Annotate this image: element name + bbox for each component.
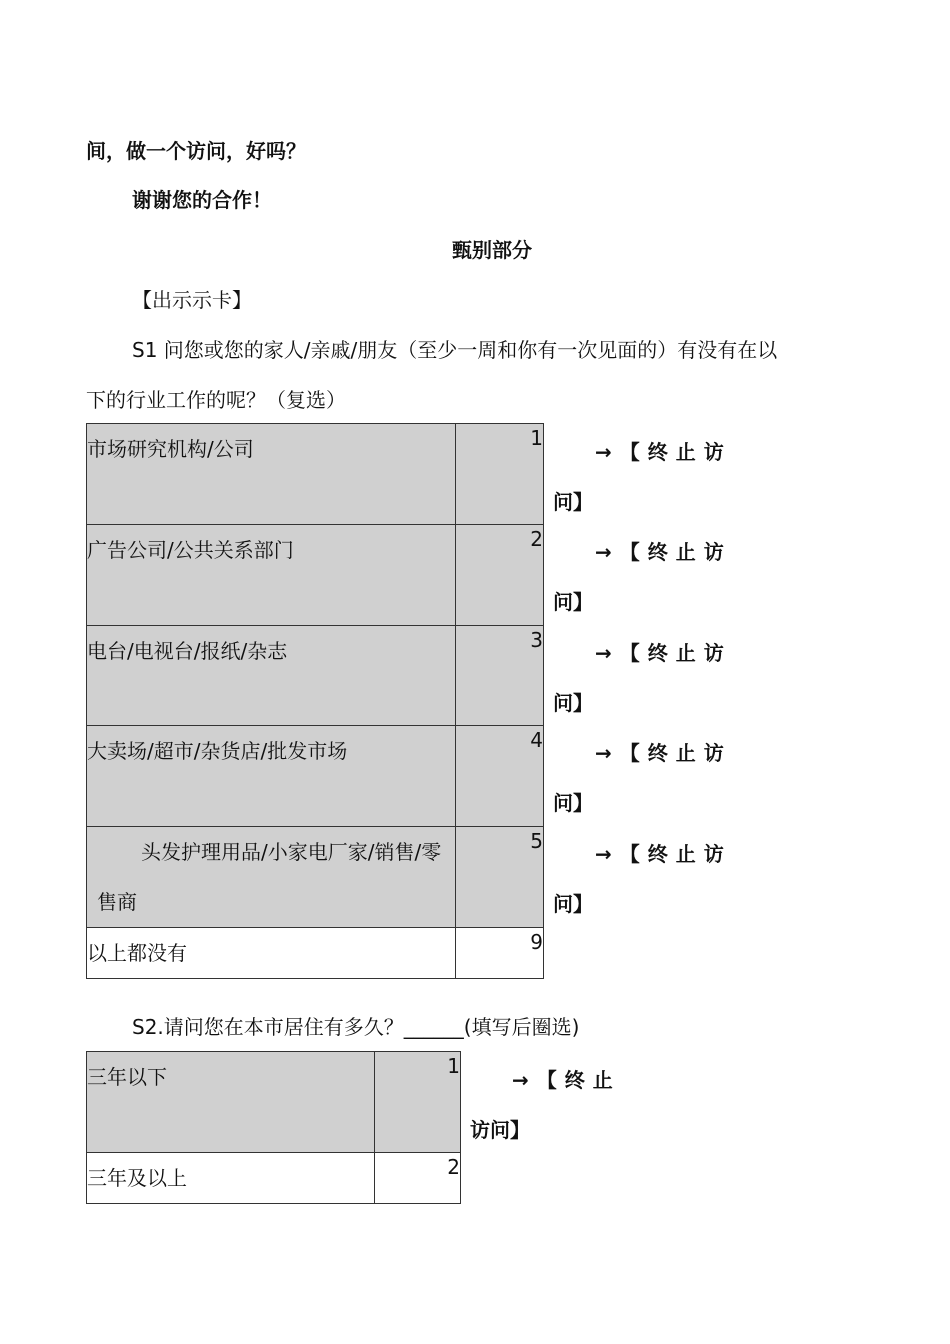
option-label: 以上都没有 — [87, 928, 456, 979]
table-row — [87, 928, 544, 979]
terminate-note-text: →【终止访 — [595, 641, 732, 665]
table-row — [87, 626, 544, 726]
s1-options-table — [86, 423, 544, 979]
intro-line-2: 谢谢您的合作！ — [132, 188, 272, 212]
option-code: 9 — [456, 928, 544, 979]
option-label: 头发护理用品/小家电厂家/销售/零售商 — [87, 827, 456, 928]
option-code: 5 — [456, 827, 544, 928]
terminate-note-text: 问】 — [553, 590, 593, 614]
table-row — [87, 1153, 461, 1204]
table-row — [87, 726, 544, 827]
option-label: 电台/电视台/报纸/杂志 — [87, 626, 456, 726]
table-row — [87, 1052, 461, 1153]
s1-question-line-1: S1 问您或您的家人/亲戚/朋友（至少一周和你有一次见面的）有没有在以 — [132, 338, 778, 362]
option-code: 2 — [456, 525, 544, 626]
terminate-note-text: →【终止访 — [595, 842, 732, 866]
terminate-note-text: 访问】 — [470, 1118, 530, 1142]
terminate-note-text: →【终止访 — [595, 540, 732, 564]
terminate-note-text: 问】 — [553, 791, 593, 815]
terminate-note-text: 问】 — [553, 892, 593, 916]
intro-line-1: 间，做一个访问，好吗？ — [86, 139, 306, 163]
section-title: 甄别部分 — [452, 238, 532, 262]
terminate-note-text: 问】 — [553, 691, 593, 715]
s1-question-line-2: 下的行业工作的呢？（复选） — [86, 388, 346, 412]
option-label: 市场研究机构/公司 — [87, 424, 456, 525]
terminate-note-text: →【终止访 — [595, 440, 732, 464]
table-row — [87, 525, 544, 626]
show-card-note: 【出示示卡】 — [132, 288, 252, 312]
table-row — [87, 827, 544, 928]
terminate-note-text: 问】 — [553, 490, 593, 514]
terminate-note-text: →【终止 — [512, 1068, 621, 1092]
terminate-note-text: →【终止访 — [595, 741, 732, 765]
s2-options-table — [86, 1051, 461, 1204]
option-label: 三年以下 — [87, 1052, 375, 1153]
option-code: 1 — [375, 1052, 461, 1153]
s2-question: S2.请问您在本市居住有多久？______(填写后圈选) — [132, 1015, 580, 1039]
option-label: 广告公司/公共关系部门 — [87, 525, 456, 626]
option-code: 2 — [375, 1153, 461, 1204]
option-code: 3 — [456, 626, 544, 726]
option-code: 1 — [456, 424, 544, 525]
option-label: 三年及以上 — [87, 1153, 375, 1204]
option-code: 4 — [456, 726, 544, 827]
table-row — [87, 424, 544, 525]
option-label: 大卖场/超市/杂货店/批发市场 — [87, 726, 456, 827]
